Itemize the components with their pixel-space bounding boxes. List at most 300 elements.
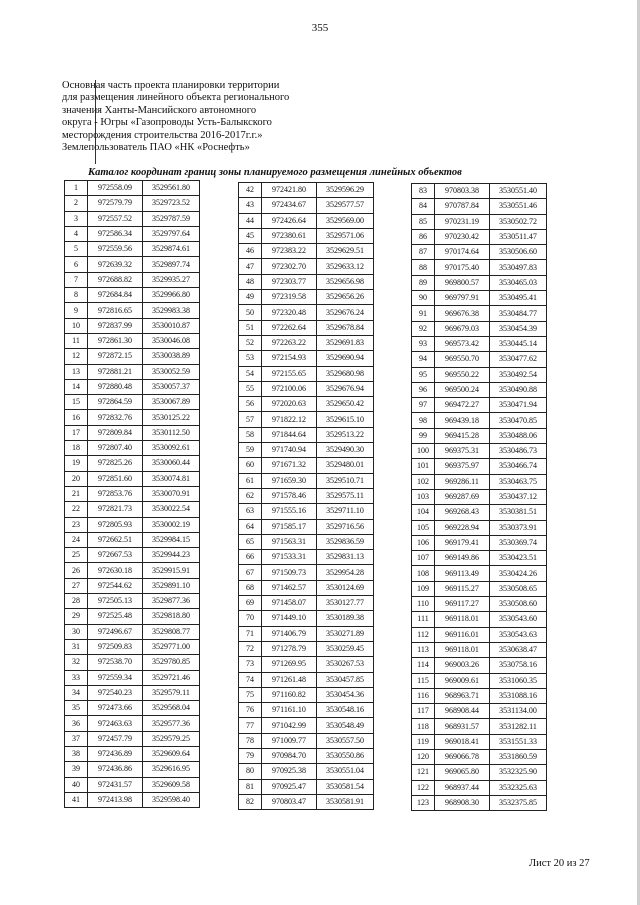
x-coordinate-cell: 970803.47 [262,794,317,809]
point-number-cell: 101 [412,459,435,474]
point-number-cell: 93 [412,336,435,351]
x-coordinate-cell: 971458.07 [262,596,317,611]
table-row [65,701,200,716]
x-coordinate-cell: 972436.89 [88,746,143,761]
y-coordinate-cell: 3530548.49 [317,718,374,733]
y-coordinate-cell: 3529577.36 [143,716,200,731]
table-row [239,213,374,228]
table-row [412,795,547,810]
x-coordinate-cell: 969676.38 [435,306,490,321]
x-coordinate-cell: 972020.63 [262,397,317,412]
x-coordinate-cell: 971269.95 [262,657,317,672]
point-number-cell: 97 [412,398,435,413]
y-coordinate-cell: 3529579.25 [143,731,200,746]
point-number-cell: 27 [65,578,88,593]
point-number-cell: 48 [239,274,262,289]
y-coordinate-cell: 3530511.47 [490,229,547,244]
x-coordinate-cell: 972303.77 [262,274,317,289]
y-coordinate-cell: 3531088.16 [490,688,547,703]
y-coordinate-cell: 3530470.85 [490,413,547,428]
y-coordinate-cell: 3530454.36 [317,687,374,702]
table-row [412,627,547,642]
header-line: месторождения строительства 2016-2017г.г.» [62,129,263,141]
x-coordinate-cell: 969149.86 [435,551,490,566]
table-row [65,731,200,746]
point-number-cell: 121 [412,765,435,780]
y-coordinate-cell: 3530052.59 [143,364,200,379]
point-number-cell: 81 [239,779,262,794]
y-coordinate-cell: 3529983.38 [143,303,200,318]
point-number-cell: 14 [65,379,88,394]
table-row [412,398,547,413]
y-coordinate-cell: 3531551.33 [490,734,547,749]
point-number-cell: 111 [412,612,435,627]
x-coordinate-cell: 970230.42 [435,229,490,244]
point-number-cell: 60 [239,458,262,473]
catalog-title: Каталог координат границ зоны планируемого размещения линейных объектов [88,167,462,178]
table-row [412,704,547,719]
y-coordinate-cell: 3529831.13 [317,550,374,565]
table-row [65,746,200,761]
y-coordinate-cell: 3529656.26 [317,290,374,305]
point-number-cell: 76 [239,703,262,718]
x-coordinate-cell: 972805.93 [88,517,143,532]
x-coordinate-cell: 968937.44 [435,780,490,795]
x-coordinate-cell: 972538.70 [88,655,143,670]
x-coordinate-cell: 971042.99 [262,718,317,733]
y-coordinate-cell: 3530466.74 [490,459,547,474]
table-row [412,520,547,535]
table-row [65,777,200,792]
point-number-cell: 24 [65,532,88,547]
y-coordinate-cell: 3530581.54 [317,779,374,794]
point-number-cell: 110 [412,597,435,612]
point-number-cell: 82 [239,794,262,809]
y-coordinate-cell: 3530373.91 [490,520,547,535]
y-coordinate-cell: 3530484.77 [490,306,547,321]
x-coordinate-cell: 971659.30 [262,473,317,488]
point-number-cell: 29 [65,609,88,624]
x-coordinate-cell: 969003.26 [435,658,490,673]
y-coordinate-cell: 3529874.61 [143,242,200,257]
x-coordinate-cell: 972154.93 [262,351,317,366]
y-coordinate-cell: 3529711.10 [317,504,374,519]
point-number-cell: 3 [65,211,88,226]
y-coordinate-cell: 3530070.91 [143,486,200,501]
point-number-cell: 105 [412,520,435,535]
point-number-cell: 102 [412,474,435,489]
sheet-footer: Лист 20 из 27 [529,858,590,869]
table-row [412,765,547,780]
x-coordinate-cell: 971555.16 [262,504,317,519]
point-number-cell: 28 [65,594,88,609]
point-number-cell: 20 [65,471,88,486]
x-coordinate-cell: 969118.01 [435,612,490,627]
point-number-cell: 123 [412,795,435,810]
point-number-cell: 84 [412,199,435,214]
x-coordinate-cell: 972684.84 [88,288,143,303]
x-coordinate-cell: 972383.22 [262,244,317,259]
y-coordinate-cell: 3531282.11 [490,719,547,734]
x-coordinate-cell: 969228.94 [435,520,490,535]
table-row [239,351,374,366]
x-coordinate-cell: 972473.66 [88,701,143,716]
coordinates-table-2 [238,182,374,810]
table-row [65,410,200,425]
table-row [239,687,374,702]
point-number-cell: 16 [65,410,88,425]
y-coordinate-cell: 3531134.00 [490,704,547,719]
y-coordinate-cell: 3529915.91 [143,563,200,578]
x-coordinate-cell: 972302.70 [262,259,317,274]
point-number-cell: 74 [239,672,262,687]
y-coordinate-cell: 3530495.41 [490,291,547,306]
point-number-cell: 42 [239,183,262,198]
y-coordinate-cell: 3529616.95 [143,762,200,777]
y-coordinate-cell: 3530638.47 [490,642,547,657]
x-coordinate-cell: 969500.24 [435,382,490,397]
x-coordinate-cell: 972880.48 [88,379,143,394]
table-row [412,382,547,397]
table-row [239,458,374,473]
table-row [239,427,374,442]
y-coordinate-cell: 3530369.74 [490,535,547,550]
point-number-cell: 59 [239,443,262,458]
y-coordinate-cell: 3530010.87 [143,318,200,333]
table-row [412,749,547,764]
table-row [239,290,374,305]
point-number-cell: 46 [239,244,262,259]
x-coordinate-cell: 969118.01 [435,642,490,657]
point-number-cell: 26 [65,563,88,578]
point-number-cell: 54 [239,366,262,381]
point-number-cell: 5 [65,242,88,257]
y-coordinate-cell: 3530092.61 [143,441,200,456]
point-number-cell: 52 [239,335,262,350]
header-line: округа - Югры «Газопроводы Усть-Балыкского [62,117,272,129]
table-row [412,688,547,703]
y-coordinate-cell: 3529966.80 [143,288,200,303]
table-row [412,291,547,306]
x-coordinate-cell: 971822.12 [262,412,317,427]
point-number-cell: 18 [65,441,88,456]
x-coordinate-cell: 969116.01 [435,627,490,642]
y-coordinate-cell: 3529656.98 [317,274,374,289]
table-row [65,548,200,563]
y-coordinate-cell: 3530112.50 [143,425,200,440]
x-coordinate-cell: 972421.80 [262,183,317,198]
table-row [412,734,547,749]
point-number-cell: 56 [239,397,262,412]
y-coordinate-cell: 3530551.40 [490,184,547,199]
table-row [239,550,374,565]
y-coordinate-cell: 3530548.16 [317,703,374,718]
y-coordinate-cell: 3529891.10 [143,578,200,593]
table-row [239,488,374,503]
point-number-cell: 13 [65,364,88,379]
point-number-cell: 115 [412,673,435,688]
table-row [239,534,374,549]
y-coordinate-cell: 3530423.51 [490,551,547,566]
x-coordinate-cell: 972667.53 [88,548,143,563]
table-row [412,658,547,673]
y-coordinate-cell: 3530038.89 [143,349,200,364]
y-coordinate-cell: 3529935.27 [143,272,200,287]
point-number-cell: 12 [65,349,88,364]
x-coordinate-cell: 970984.70 [262,748,317,763]
x-coordinate-cell: 969113.49 [435,566,490,581]
table-row [412,184,547,199]
y-coordinate-cell: 3529716.56 [317,519,374,534]
point-number-cell: 36 [65,716,88,731]
y-coordinate-cell: 3530424.26 [490,566,547,581]
point-number-cell: 71 [239,626,262,641]
x-coordinate-cell: 971509.73 [262,565,317,580]
x-coordinate-cell: 972861.30 [88,333,143,348]
x-coordinate-cell: 970925.38 [262,764,317,779]
point-number-cell: 77 [239,718,262,733]
point-number-cell: 57 [239,412,262,427]
x-coordinate-cell: 972630.18 [88,563,143,578]
point-number-cell: 78 [239,733,262,748]
x-coordinate-cell: 971578.46 [262,488,317,503]
point-number-cell: 61 [239,473,262,488]
x-coordinate-cell: 971671.32 [262,458,317,473]
table-row [412,306,547,321]
y-coordinate-cell: 3529676.94 [317,381,374,396]
y-coordinate-cell: 3529569.00 [317,213,374,228]
x-coordinate-cell: 972825.26 [88,456,143,471]
point-number-cell: 53 [239,351,262,366]
point-number-cell: 79 [239,748,262,763]
table-row [65,624,200,639]
point-number-cell: 65 [239,534,262,549]
y-coordinate-cell: 3530454.39 [490,321,547,336]
point-number-cell: 91 [412,306,435,321]
point-number-cell: 35 [65,701,88,716]
point-number-cell: 69 [239,596,262,611]
header-line: Землепользователь ПАО «НК «Роснефть» [62,142,250,154]
y-coordinate-cell: 3529818.80 [143,609,200,624]
point-number-cell: 1 [65,181,88,196]
table-row [412,642,547,657]
y-coordinate-cell: 3530581.91 [317,794,374,809]
table-row [412,780,547,795]
point-number-cell: 21 [65,486,88,501]
y-coordinate-cell: 3530550.86 [317,748,374,763]
point-number-cell: 11 [65,333,88,348]
y-coordinate-cell: 3530381.51 [490,505,547,520]
table-row [239,244,374,259]
y-coordinate-cell: 3530543.63 [490,627,547,642]
table-row [412,428,547,443]
table-row [65,456,200,471]
point-number-cell: 117 [412,704,435,719]
table-row [412,581,547,596]
x-coordinate-cell: 972413.98 [88,792,143,807]
x-coordinate-cell: 972557.52 [88,211,143,226]
y-coordinate-cell: 3531060.35 [490,673,547,688]
table-row [65,425,200,440]
x-coordinate-cell: 972837.99 [88,318,143,333]
point-number-cell: 10 [65,318,88,333]
point-number-cell: 39 [65,762,88,777]
table-row [65,670,200,685]
point-number-cell: 33 [65,670,88,685]
table-row [239,718,374,733]
point-number-cell: 44 [239,213,262,228]
point-number-cell: 83 [412,184,435,199]
point-number-cell: 75 [239,687,262,702]
y-coordinate-cell: 3529579.11 [143,685,200,700]
point-number-cell: 89 [412,275,435,290]
table-row [239,703,374,718]
table-row [412,336,547,351]
y-coordinate-cell: 3529678.84 [317,320,374,335]
point-number-cell: 37 [65,731,88,746]
point-number-cell: 41 [65,792,88,807]
point-number-cell: 67 [239,565,262,580]
x-coordinate-cell: 969439.18 [435,413,490,428]
y-coordinate-cell: 3529490.30 [317,443,374,458]
x-coordinate-cell: 972688.82 [88,272,143,287]
x-coordinate-cell: 969375.97 [435,459,490,474]
point-number-cell: 50 [239,305,262,320]
table-row [65,578,200,593]
table-row [65,471,200,486]
table-row [239,641,374,656]
table-row [412,275,547,290]
table-row [65,303,200,318]
x-coordinate-cell: 969679.03 [435,321,490,336]
point-number-cell: 4 [65,226,88,241]
y-coordinate-cell: 3530457.85 [317,672,374,687]
table-row [239,733,374,748]
x-coordinate-cell: 972509.83 [88,639,143,654]
y-coordinate-cell: 3530445.14 [490,336,547,351]
table-row [65,517,200,532]
y-coordinate-cell: 3530060.44 [143,456,200,471]
x-coordinate-cell: 970231.19 [435,214,490,229]
table-row [412,214,547,229]
y-coordinate-cell: 3530486.73 [490,444,547,459]
x-coordinate-cell: 969797.91 [435,291,490,306]
y-coordinate-cell: 3530067.89 [143,395,200,410]
point-number-cell: 70 [239,611,262,626]
table-row [239,779,374,794]
y-coordinate-cell: 3529575.11 [317,488,374,503]
point-number-cell: 103 [412,489,435,504]
table-row [239,764,374,779]
y-coordinate-cell: 3529561.80 [143,181,200,196]
y-coordinate-cell: 3529676.24 [317,305,374,320]
y-coordinate-cell: 3530490.88 [490,382,547,397]
y-coordinate-cell: 3530506.60 [490,245,547,260]
table-row [412,719,547,734]
table-row [412,597,547,612]
table-row [239,366,374,381]
table-row [65,395,200,410]
point-number-cell: 95 [412,367,435,382]
table-row [239,657,374,672]
table-row [412,489,547,504]
table-row [65,181,200,196]
table-row [65,655,200,670]
x-coordinate-cell: 972864.59 [88,395,143,410]
point-number-cell: 98 [412,413,435,428]
x-coordinate-cell: 970175.40 [435,260,490,275]
x-coordinate-cell: 971533.31 [262,550,317,565]
table-row [65,792,200,807]
table-row [65,242,200,257]
x-coordinate-cell: 972436.86 [88,762,143,777]
point-number-cell: 62 [239,488,262,503]
point-number-cell: 40 [65,777,88,792]
y-coordinate-cell: 3531860.59 [490,749,547,764]
x-coordinate-cell: 971740.94 [262,443,317,458]
y-coordinate-cell: 3530551.04 [317,764,374,779]
point-number-cell: 2 [65,196,88,211]
point-number-cell: 114 [412,658,435,673]
point-number-cell: 38 [65,746,88,761]
x-coordinate-cell: 971261.48 [262,672,317,687]
table-row [65,226,200,241]
table-row [239,596,374,611]
x-coordinate-cell: 968908.44 [435,704,490,719]
y-coordinate-cell: 3530002.19 [143,517,200,532]
table-row [65,257,200,272]
point-number-cell: 64 [239,519,262,534]
point-number-cell: 25 [65,548,88,563]
x-coordinate-cell: 968963.71 [435,688,490,703]
point-number-cell: 80 [239,764,262,779]
y-coordinate-cell: 3529984.15 [143,532,200,547]
table-row [412,260,547,275]
x-coordinate-cell: 972662.51 [88,532,143,547]
y-coordinate-cell: 3530758.16 [490,658,547,673]
x-coordinate-cell: 972155.65 [262,366,317,381]
y-coordinate-cell: 3530465.03 [490,275,547,290]
table-row [65,211,200,226]
x-coordinate-cell: 968908.30 [435,795,490,810]
point-number-cell: 9 [65,303,88,318]
table-row [239,565,374,580]
x-coordinate-cell: 972853.76 [88,486,143,501]
x-coordinate-cell: 972262.64 [262,320,317,335]
table-row [65,532,200,547]
table-row [65,272,200,287]
table-row [239,198,374,213]
y-coordinate-cell: 3530492.54 [490,367,547,382]
point-number-cell: 72 [239,641,262,656]
y-coordinate-cell: 3530267.53 [317,657,374,672]
y-coordinate-cell: 3529629.51 [317,244,374,259]
y-coordinate-cell: 3530551.46 [490,199,547,214]
table-row [239,504,374,519]
x-coordinate-cell: 971406.79 [262,626,317,641]
y-coordinate-cell: 3529650.42 [317,397,374,412]
y-coordinate-cell: 3532325.90 [490,765,547,780]
table-row [239,335,374,350]
y-coordinate-cell: 3530271.89 [317,626,374,641]
y-coordinate-cell: 3529897.74 [143,257,200,272]
point-number-cell: 116 [412,688,435,703]
point-number-cell: 109 [412,581,435,596]
x-coordinate-cell: 972431.57 [88,777,143,792]
point-number-cell: 58 [239,427,262,442]
header-line: для размещения линейного объекта регионального [62,92,290,104]
header-line: значения Ханты-Мансийского автономного [62,104,257,116]
